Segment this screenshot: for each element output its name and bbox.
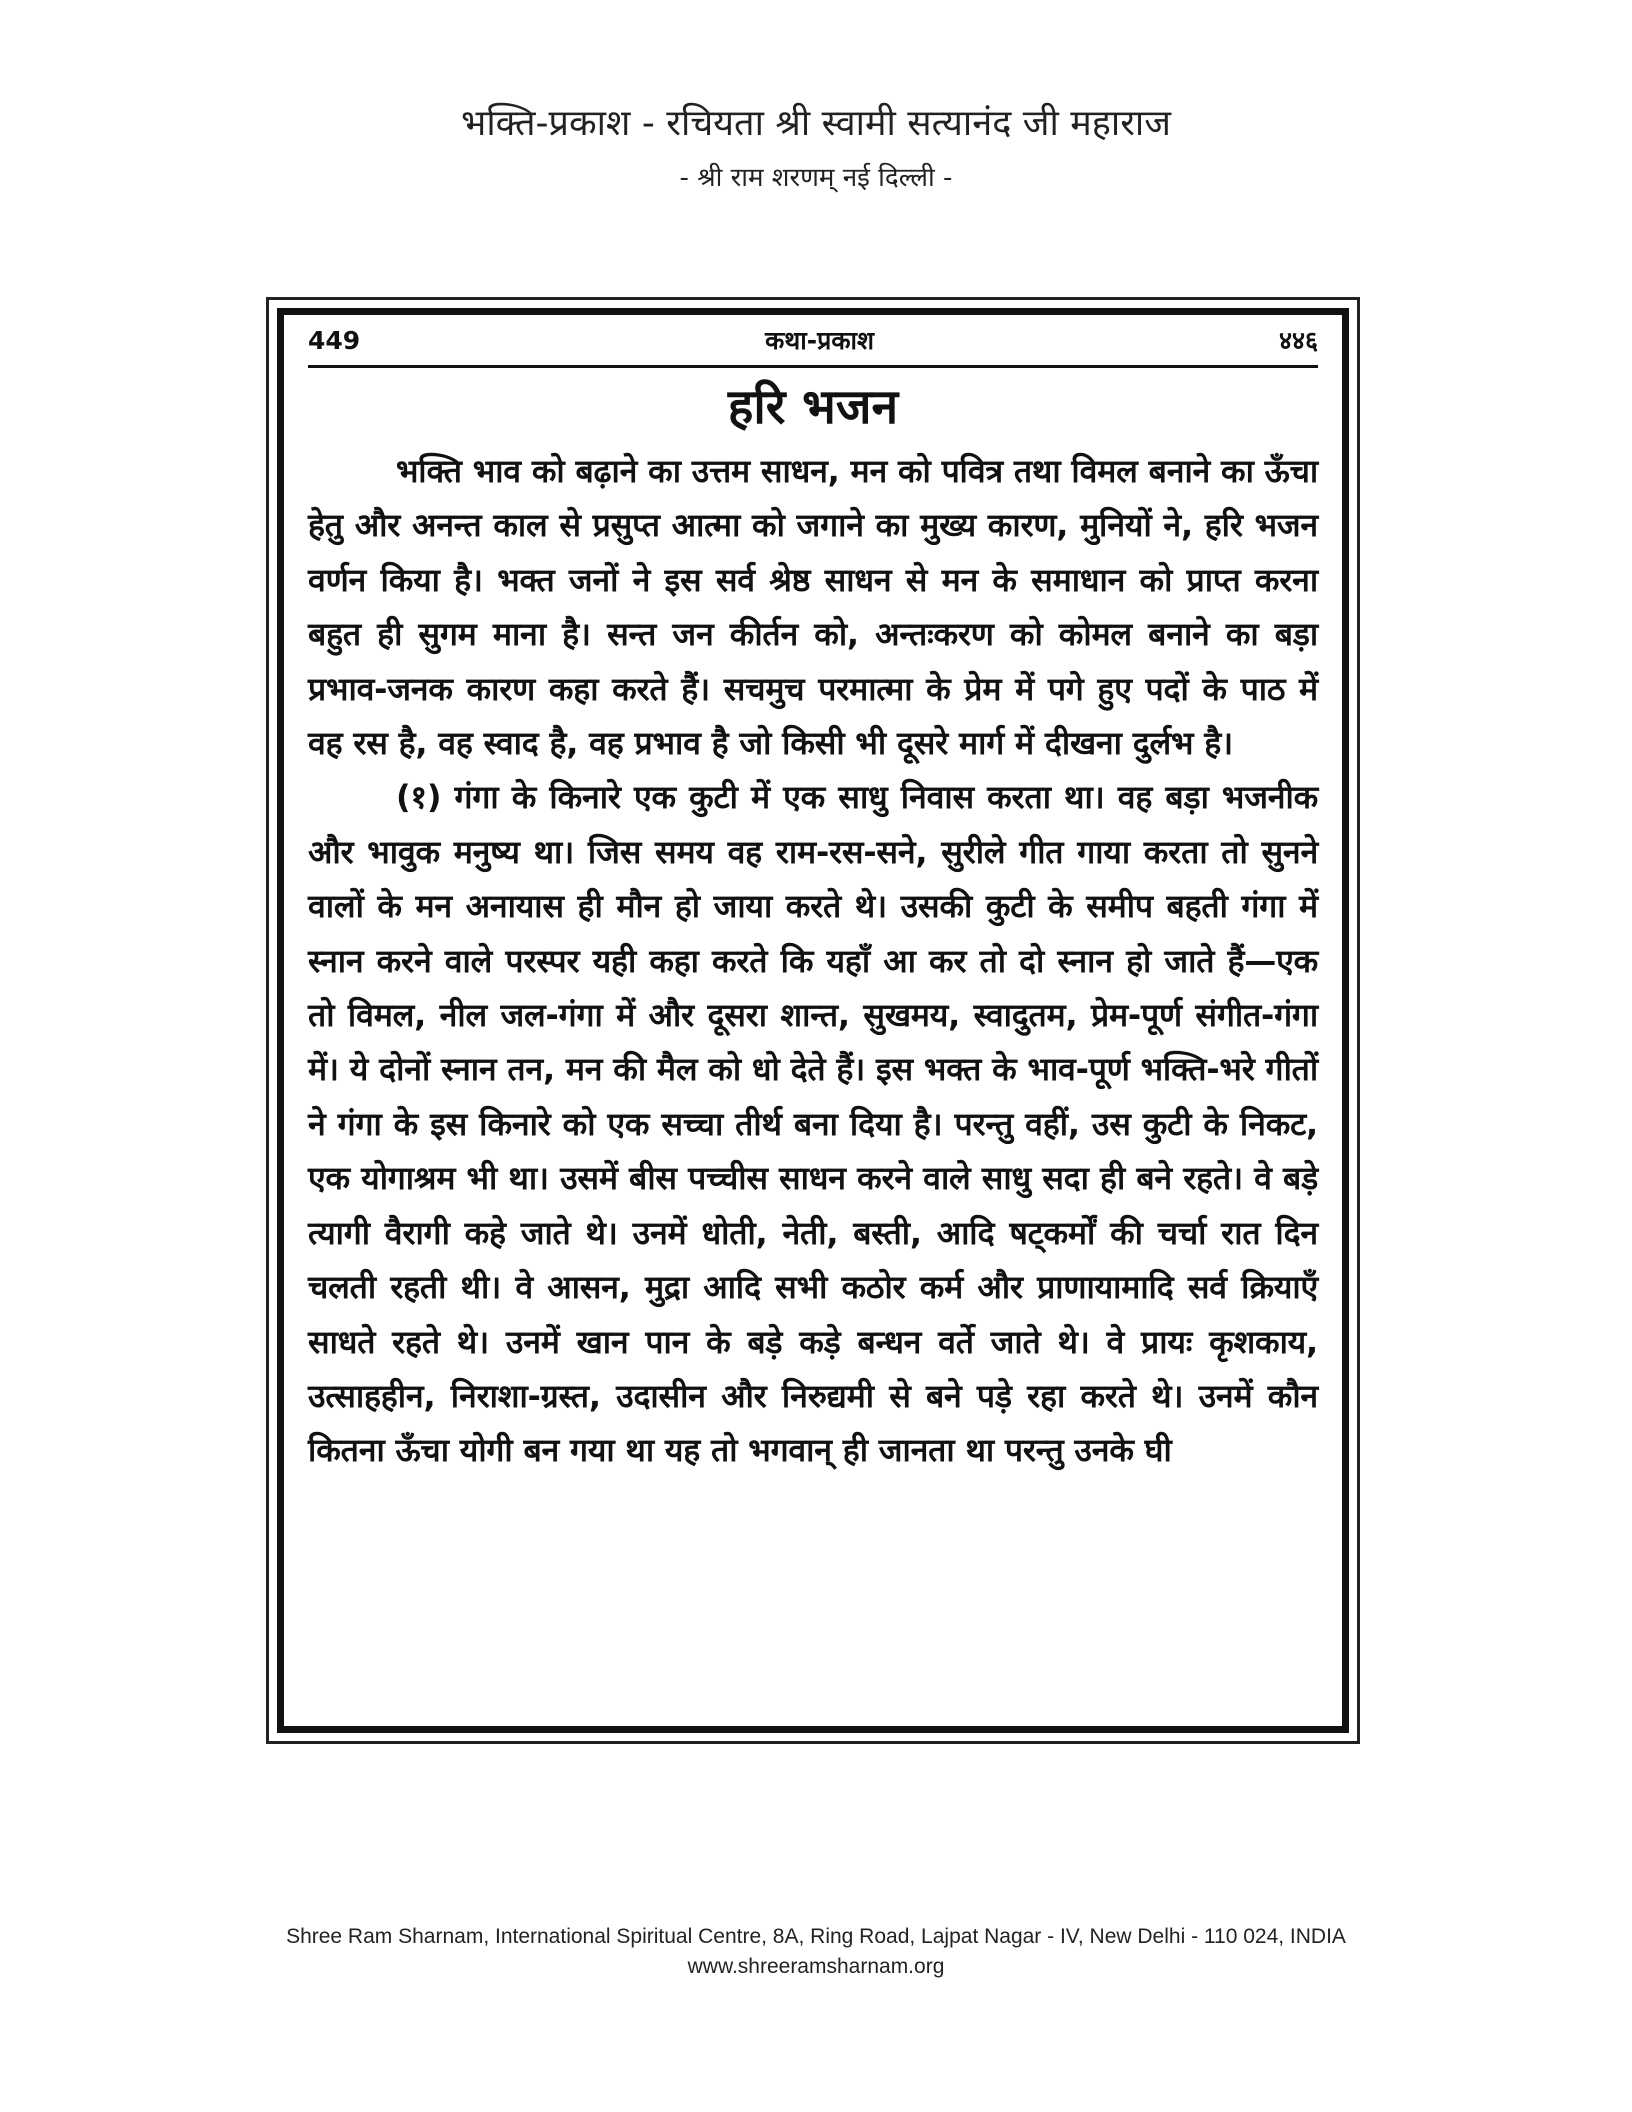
- document-header: [0, 100, 1632, 200]
- running-title: कथा-प्रकाश: [765, 326, 875, 355]
- page-number-devanagari: ४४६: [1278, 326, 1318, 355]
- footer-website-link[interactable]: www.shreeramsharnam.org: [687, 1955, 945, 1978]
- book-title: भक्ति-प्रकाश - रचियता श्री स्वामी सत्यानंद जी महाराज: [461, 103, 1171, 144]
- body-text: [308, 444, 1318, 1478]
- paragraph: भक्ति भाव को बढ़ाने का उत्तम साधन, मन को पवित्र तथा विमल बनाने का ऊँचा हेतु और अनन्त काल से प्रसुप्त आत्मा को जगाने का मुख्य कारण, मुनियों ने, हरि भजन वर्णन किया है। भक्त जनों ने इस सर्व श्रेष्ठ साधन से मन के समाधान को प्राप्त करना बहुत ही सुगम माना है। सन्त जन कीर्तन को, अन्तःकरण को कोमल बनाने का बड़ा प्रभाव-जनक कारण कहा करते हैं। सचमुच परमात्मा के प्रेम में पगे हुए पदों के पाठ में वह रस है, वह स्वाद है, वह प्रभाव है जो किसी भी दूसरे मार्ग में दीखना दुर्लभ है।: [308, 452, 1318, 763]
- page-footer: [0, 1922, 1632, 1982]
- footer-address: Shree Ram Sharnam, International Spiritual Centre, 8A, Ring Road, Lajpat Nagar - IV, New Delhi - 110 024, INDIA: [286, 1925, 1346, 1948]
- chapter-title: हरि भजन: [727, 379, 899, 435]
- page-number-latin: 449: [308, 325, 361, 355]
- paragraph: (१) गंगा के किनारे एक कुटी में एक साधु निवास करता था। वह बड़ा भजनीक और भावुक मनुष्य था। जिस समय वह राम-रस-सने, सुरीले गीत गाया करता तो सुनने वालों के मन अनायास ही मौन हो जाया करते थे। उसकी कुटी के समीप बहती गंगा में स्नान करने वाले परस्पर यही कहा करते कि यहाँ आ कर तो दो स्नान हो जाते हैं—एक तो विमल, नील जल-गंगा में और दूसरा शान्त, सुखमय, स्वादुतम, प्रेम-पूर्ण संगीत-गंगा में। ये दोनों स्नान तन, मन की मैल को धो देते हैं। इस भक्त के भाव-पूर्ण भक्ति-भरे गीतों ने गंगा के इस किनारे को एक सच्चा तीर्थ बना दिया है। परन्तु वहीं, उस कुटी के निकट, एक योगाश्रम भी था। उसमें बीस पच्चीस साधन करने वाले साधु सदा ही बने रहते। वे बड़े त्यागी वैरागी कहे जाते थे। उनमें धोती, नेती, बस्ती, आदि षट्कर्मों की चर्चा रात दिन चलती रहती थी। वे आसन, मुद्रा आदि सभी कठोर कर्म और प्राणायामादि सर्व क्रियाएँ साधते रहते थे। उनमें खान पान के बड़े कड़े बन्धन वर्ते जाते थे। वे प्रायः कृशकाय, उत्साहहीन, निराशा-ग्रस्त, उदासीन और निरुद्यमी से बने पड़े रहा करते थे। उनमें कौन कितना ऊँचा योगी बन गया था यह तो भगवान् ही जानता था परन्तु उनके घी: [308, 778, 1318, 1470]
- page-frame: [277, 308, 1349, 1733]
- book-subtitle: - श्री राम शरणम् नई दिल्ली -: [679, 163, 953, 193]
- running-head: [308, 315, 1318, 368]
